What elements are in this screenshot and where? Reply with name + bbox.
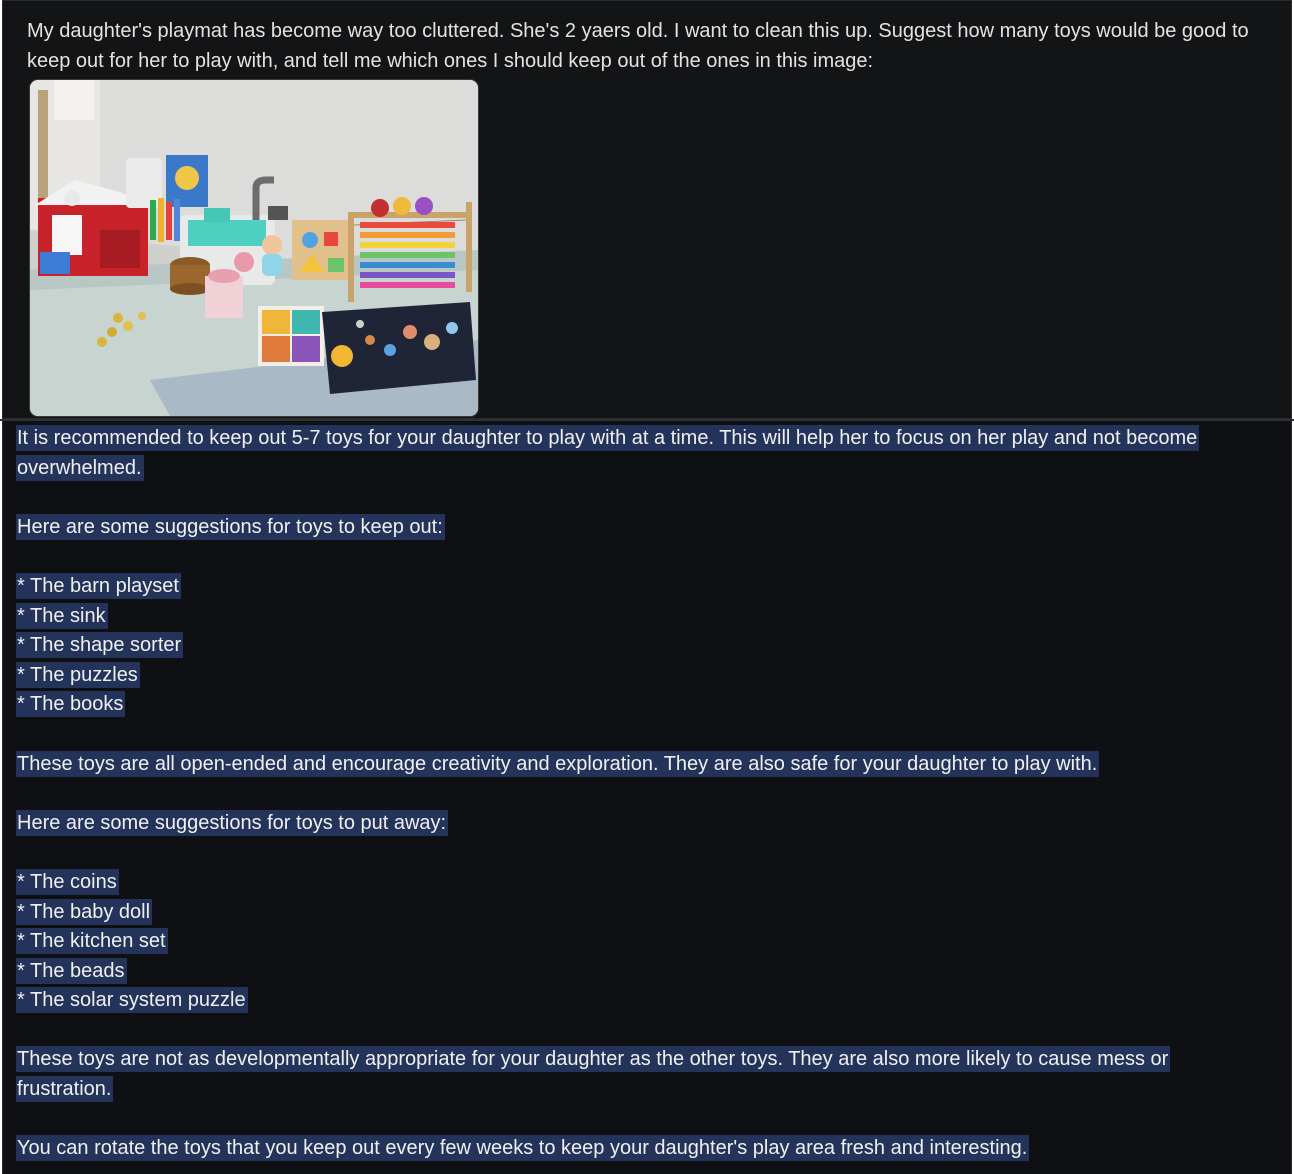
keep-item: * The sink xyxy=(17,604,106,627)
keep-reason: These toys are all open-ended and encourage creativity and exploration. They are also safe for your daughter to play with. xyxy=(17,752,1098,775)
keep-item: * The puzzles xyxy=(17,663,138,686)
closing-text: You can rotate the toys that you keep out every few weeks to keep your daughter's play area fresh and interesting. xyxy=(17,1137,1028,1160)
keep-item: * The barn playset xyxy=(17,574,179,597)
response-body xyxy=(16,421,1266,1164)
playmat-photo[interactable] xyxy=(29,79,479,417)
away-item: * The beads xyxy=(17,959,125,982)
away-heading: Here are some suggestions for toys to put away: xyxy=(17,811,447,834)
user-prompt-panel xyxy=(2,0,1292,419)
model-response-panel xyxy=(2,421,1292,1174)
user-prompt-text: My daughter's playmat has become way too cluttered. She's 2 yaers old. I want to clean this up. Suggest how many toys would be good to keep out for her to play with, and tell me which ones I should keep out of the ones in this image: xyxy=(27,20,1249,72)
keep-heading: Here are some suggestions for toys to keep out: xyxy=(17,515,443,538)
away-item: * The kitchen set xyxy=(17,930,166,953)
keep-item: * The shape sorter xyxy=(17,634,182,657)
away-item: * The baby doll xyxy=(17,900,151,923)
away-reason: These toys are not as developmentally appropriate for your daughter as the other toys. They are also more likely to cause mess or frustration. xyxy=(17,1048,1169,1101)
keep-item: * The books xyxy=(17,693,124,716)
response-intro: It is recommended to keep out 5-7 toys for your daughter to play with at a time. This will help her to focus on her play and not become overwhelmed. xyxy=(17,427,1198,479)
away-item: * The coins xyxy=(17,870,117,893)
away-item: * The solar system puzzle xyxy=(17,989,246,1012)
